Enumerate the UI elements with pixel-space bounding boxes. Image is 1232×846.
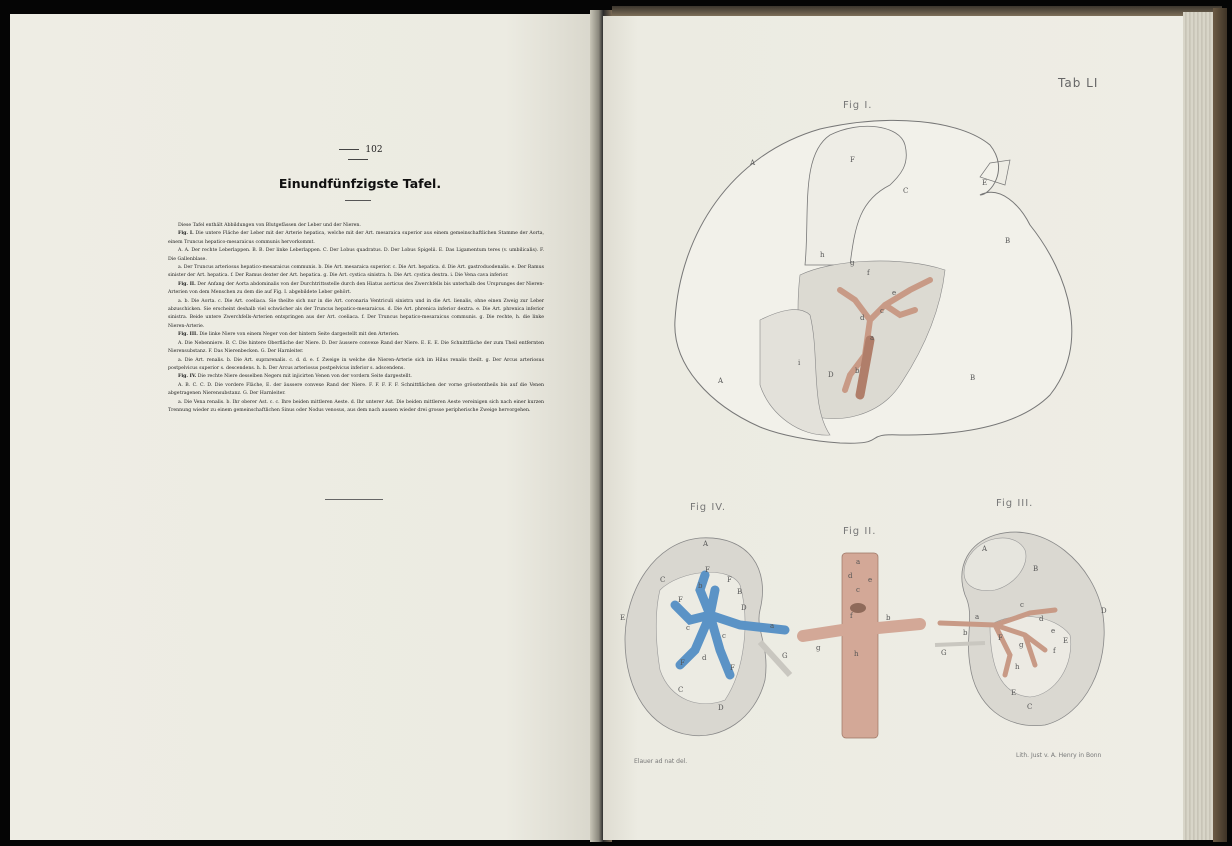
fig3-letter: e — [1051, 627, 1056, 635]
fig1-letter: B — [970, 374, 976, 382]
fig1-letter: c — [880, 307, 884, 315]
fig2-letter: b — [886, 614, 891, 622]
plate-title: Einundfünfzigste Tafel. — [278, 176, 442, 191]
fig2-letter: c — [856, 586, 860, 594]
description-paragraph — [168, 373, 544, 381]
fig1-label: Fig I. — [843, 100, 873, 111]
fig1-letter: h — [820, 251, 825, 259]
paragraph-text: Die rechte Niere desselben Negers mit injicirten Venen von der vordern Seite dargestellt. — [197, 374, 412, 380]
description-paragraph — [168, 247, 544, 264]
description-paragraph — [168, 357, 544, 374]
ureter — [935, 643, 985, 645]
litho-credit: Lith. Just v. A. Henry in Bonn — [1016, 752, 1102, 759]
fig3-letter: D — [1101, 607, 1107, 615]
page-edges — [1183, 12, 1215, 840]
book-cover-right — [1213, 8, 1227, 842]
description-paragraph — [168, 340, 544, 357]
description-paragraph — [168, 230, 544, 247]
description-paragraph — [168, 298, 544, 332]
paragraph-text: a. Die Art. renalis. b. Die Art. suprarenalis. c. d. d. e. f. Zweige in welche die Nieren-Arterie sich im Hilus renalis theilt. g. Der Arcus arteriosus postpelvicus superior s. descendens. h. h. Der Arcus arteriosus postpelvicus inferior s. adscendens. — [168, 357, 544, 371]
fig4-label: Fig IV. — [690, 502, 727, 513]
description-paragraph — [168, 222, 544, 230]
fig4-letter: d — [702, 654, 707, 662]
fig3-letter: g — [1019, 641, 1024, 649]
fig3-letter: a — [975, 613, 980, 621]
fig1-letter: D — [828, 371, 834, 379]
fig4-letter: a — [770, 622, 775, 630]
fig4-letter: D — [718, 704, 724, 712]
fig2-aorta-illustration — [798, 548, 928, 743]
plate-description — [168, 222, 544, 415]
figure-heading: Fig. III. — [178, 332, 198, 338]
fig1-letter: F — [850, 156, 855, 164]
fig4-letter: C — [678, 686, 684, 694]
fig1-letter: a — [870, 334, 875, 342]
fig4-letter: E — [620, 614, 626, 622]
paragraph-text: a. b. Die Aorta. c. Die Art. coeliaca. Sie theilte sich nur in die Art. coronaria Ventriculi sinistra und in die Art. lienalis, ohne einen Zweig zur Leber abzuschicken. Sie erscheint deshalb viel schwächer als der Truncus hepatico-mesaraicus. d. Die Art. phrenica inferior dextra. e. Die Art. phrenica inferior sinistra. Beide untere Zwerchfells-Arterien entspringen aus der Art. coeliaca. f. Der Truncus hepatico-mesaraicus communis. g. Die rechte, h. die linke Nieren-Arterie. — [168, 298, 544, 329]
title-rule — [345, 200, 371, 201]
fig3-letter: B — [1033, 565, 1039, 573]
fig4-letter: G — [782, 652, 788, 660]
fig3-letter: F — [998, 634, 1003, 642]
description-paragraph — [168, 382, 544, 399]
fig4-letter: A — [703, 540, 709, 548]
paragraph-text: A. Die Nebenniere. B. C. Die hintere Oberfläche der Niere. D. Der äussere convexe Rand der Niere. E. E. E. Die Schnittfläche der zum Theil entfernten Nierensubstanz. F. Das Nierenbecken. G. Der Harnleiter. — [168, 340, 544, 355]
paragraph-text: A. B. C. C. D. Die vordere Fläche, E. der äussere convexe Rand der Niere. F. F. F. F. F. Schnittflächen der vorne grösstentheils bis auf die Venen abgetragenen Nierensubstanz. G. Der Harnleiter. — [168, 382, 544, 397]
fig3-kidney-arteries-illustration — [935, 525, 1110, 735]
description-paragraph — [168, 399, 544, 416]
fig1-letter: E — [982, 179, 988, 187]
fig1-letter: C — [903, 187, 909, 195]
figure-heading: Fig. IV. — [178, 374, 197, 380]
figure-heading: Fig. II. — [178, 281, 196, 287]
fig4-letter: F — [680, 659, 685, 667]
description-paragraph — [168, 264, 544, 281]
fig3-letter: C — [1027, 703, 1033, 711]
closing-rule — [325, 499, 383, 500]
fig1-letter: e — [892, 289, 897, 297]
description-paragraph — [168, 331, 544, 339]
figure-heading: Fig. I. — [178, 231, 194, 237]
paragraph-text: A. A. Der rechte Leberlappen. B. B. Der linke Leberlappen. C. Der Lobus quadratus. D. Der Lobus Spigelii. E. Das Ligamentum teres (v. umbilicalis). F. Die Gallenblase. — [168, 248, 544, 262]
fig1-letter: g — [850, 259, 855, 267]
paragraph-text: Die untere Fläche der Leber mit der Arterie hepatica, welche mit der Art. mesaraica superior aus einem gemeinschaftlichen Stamme der Aorta, einem Truncus hepatico-mesaraicus communis hervorkommt. — [168, 231, 544, 245]
fig1-liver-illustration — [660, 115, 1090, 455]
fig1-letter: b — [855, 367, 860, 375]
fig3-letter: h — [1015, 663, 1020, 671]
fig3-letter: E — [1011, 689, 1017, 697]
fig4-letter: F — [727, 576, 732, 584]
fig4-letter: b — [698, 582, 703, 590]
fig2-letter: f — [850, 612, 853, 620]
description-paragraph — [168, 281, 544, 298]
fig1-letter: A — [718, 377, 724, 385]
fig3-letter: A — [982, 545, 988, 553]
fig3-letter: c — [1020, 601, 1024, 609]
fig4-kidney-veins-illustration — [620, 530, 800, 745]
paragraph-text: Die linke Niere von einem Neger von der hintern Seite dargestellt mit den Arterien. — [199, 332, 400, 338]
fig1-letter: B — [1005, 237, 1011, 245]
artist-credit: Elauer ad nat del. — [634, 758, 688, 765]
fig2-letter: h — [854, 650, 859, 658]
fig3-letter: b — [963, 629, 968, 637]
fig2-label: Fig II. — [843, 526, 877, 537]
paragraph-text: Der Anfang der Aorta abdominalis von der Durchtrittsstelle durch den Hiatus aorticus des Zwerchfells bis unterhalb des Ursprunges der Nieren-Arterien von dem Menschen zu dem die auf Fig. I. abgebildete Leber gehört. — [168, 281, 544, 296]
fig2-letter: g — [816, 644, 821, 652]
fig2-letter: a — [856, 558, 861, 566]
fig3-label: Fig III. — [996, 498, 1034, 509]
fig3-letter: G — [941, 649, 947, 657]
plate-label: Tab LI — [1058, 76, 1099, 90]
fig2-letter: d — [848, 572, 853, 580]
fig1-letter: A — [750, 159, 756, 167]
left-page — [10, 14, 593, 840]
paragraph-text: a. Der Truncus arteriosus hepatico-mesaraicus communis. b. Die Art. mesaraica superior. c. Die Art. hepatica. d. Die Art. gastroduodenalis. e. Der Ramus sinister der Art. hepatica. f. Der Ramus dexter der Art. hepatica. g. Die Art. cystica sinistra. h. Die Art. cystica dextra. i. Die Vena cava inferior. — [168, 265, 544, 279]
fig1-letter: f — [867, 269, 870, 277]
fig4-letter: c — [722, 632, 726, 640]
paragraph-text: Diese Tafel enthält Abbildungen von Blutgefässen der Leber und der Nieren. — [178, 223, 361, 228]
fig4-letter: D — [741, 604, 747, 612]
aorta-trunk — [842, 553, 878, 738]
fig3-letter: f — [1053, 647, 1056, 655]
paragraph-text: a. Die Vena renalis. b. Ihr oberer Ast. c. c. Ihre beiden mittleren Aeste. d. Ihr unterer Ast. Die beiden mittleren Aeste vereinigen sich nach einer kurzen Trennung wieder zu einem gemeinschaftlichen Sinus oder Nodus venosus, aus dem nach aussen wieder drei grosse peripherische Zweige hervorgehen. — [168, 399, 544, 413]
fig4-letter: F — [730, 664, 735, 672]
fig1-letter: i — [798, 359, 801, 367]
fig4-letter: c — [686, 624, 690, 632]
fig4-letter: B — [737, 588, 743, 596]
fig3-letter: d — [1039, 615, 1044, 623]
fig4-letter: F — [678, 596, 683, 604]
fig4-letter: F — [705, 566, 710, 574]
fig2-letter: e — [868, 576, 873, 584]
fig4-letter: C — [660, 576, 666, 584]
fig3-letter: E — [1063, 637, 1069, 645]
fig1-letter: d — [860, 314, 865, 322]
page-number: 102 — [318, 145, 398, 165]
